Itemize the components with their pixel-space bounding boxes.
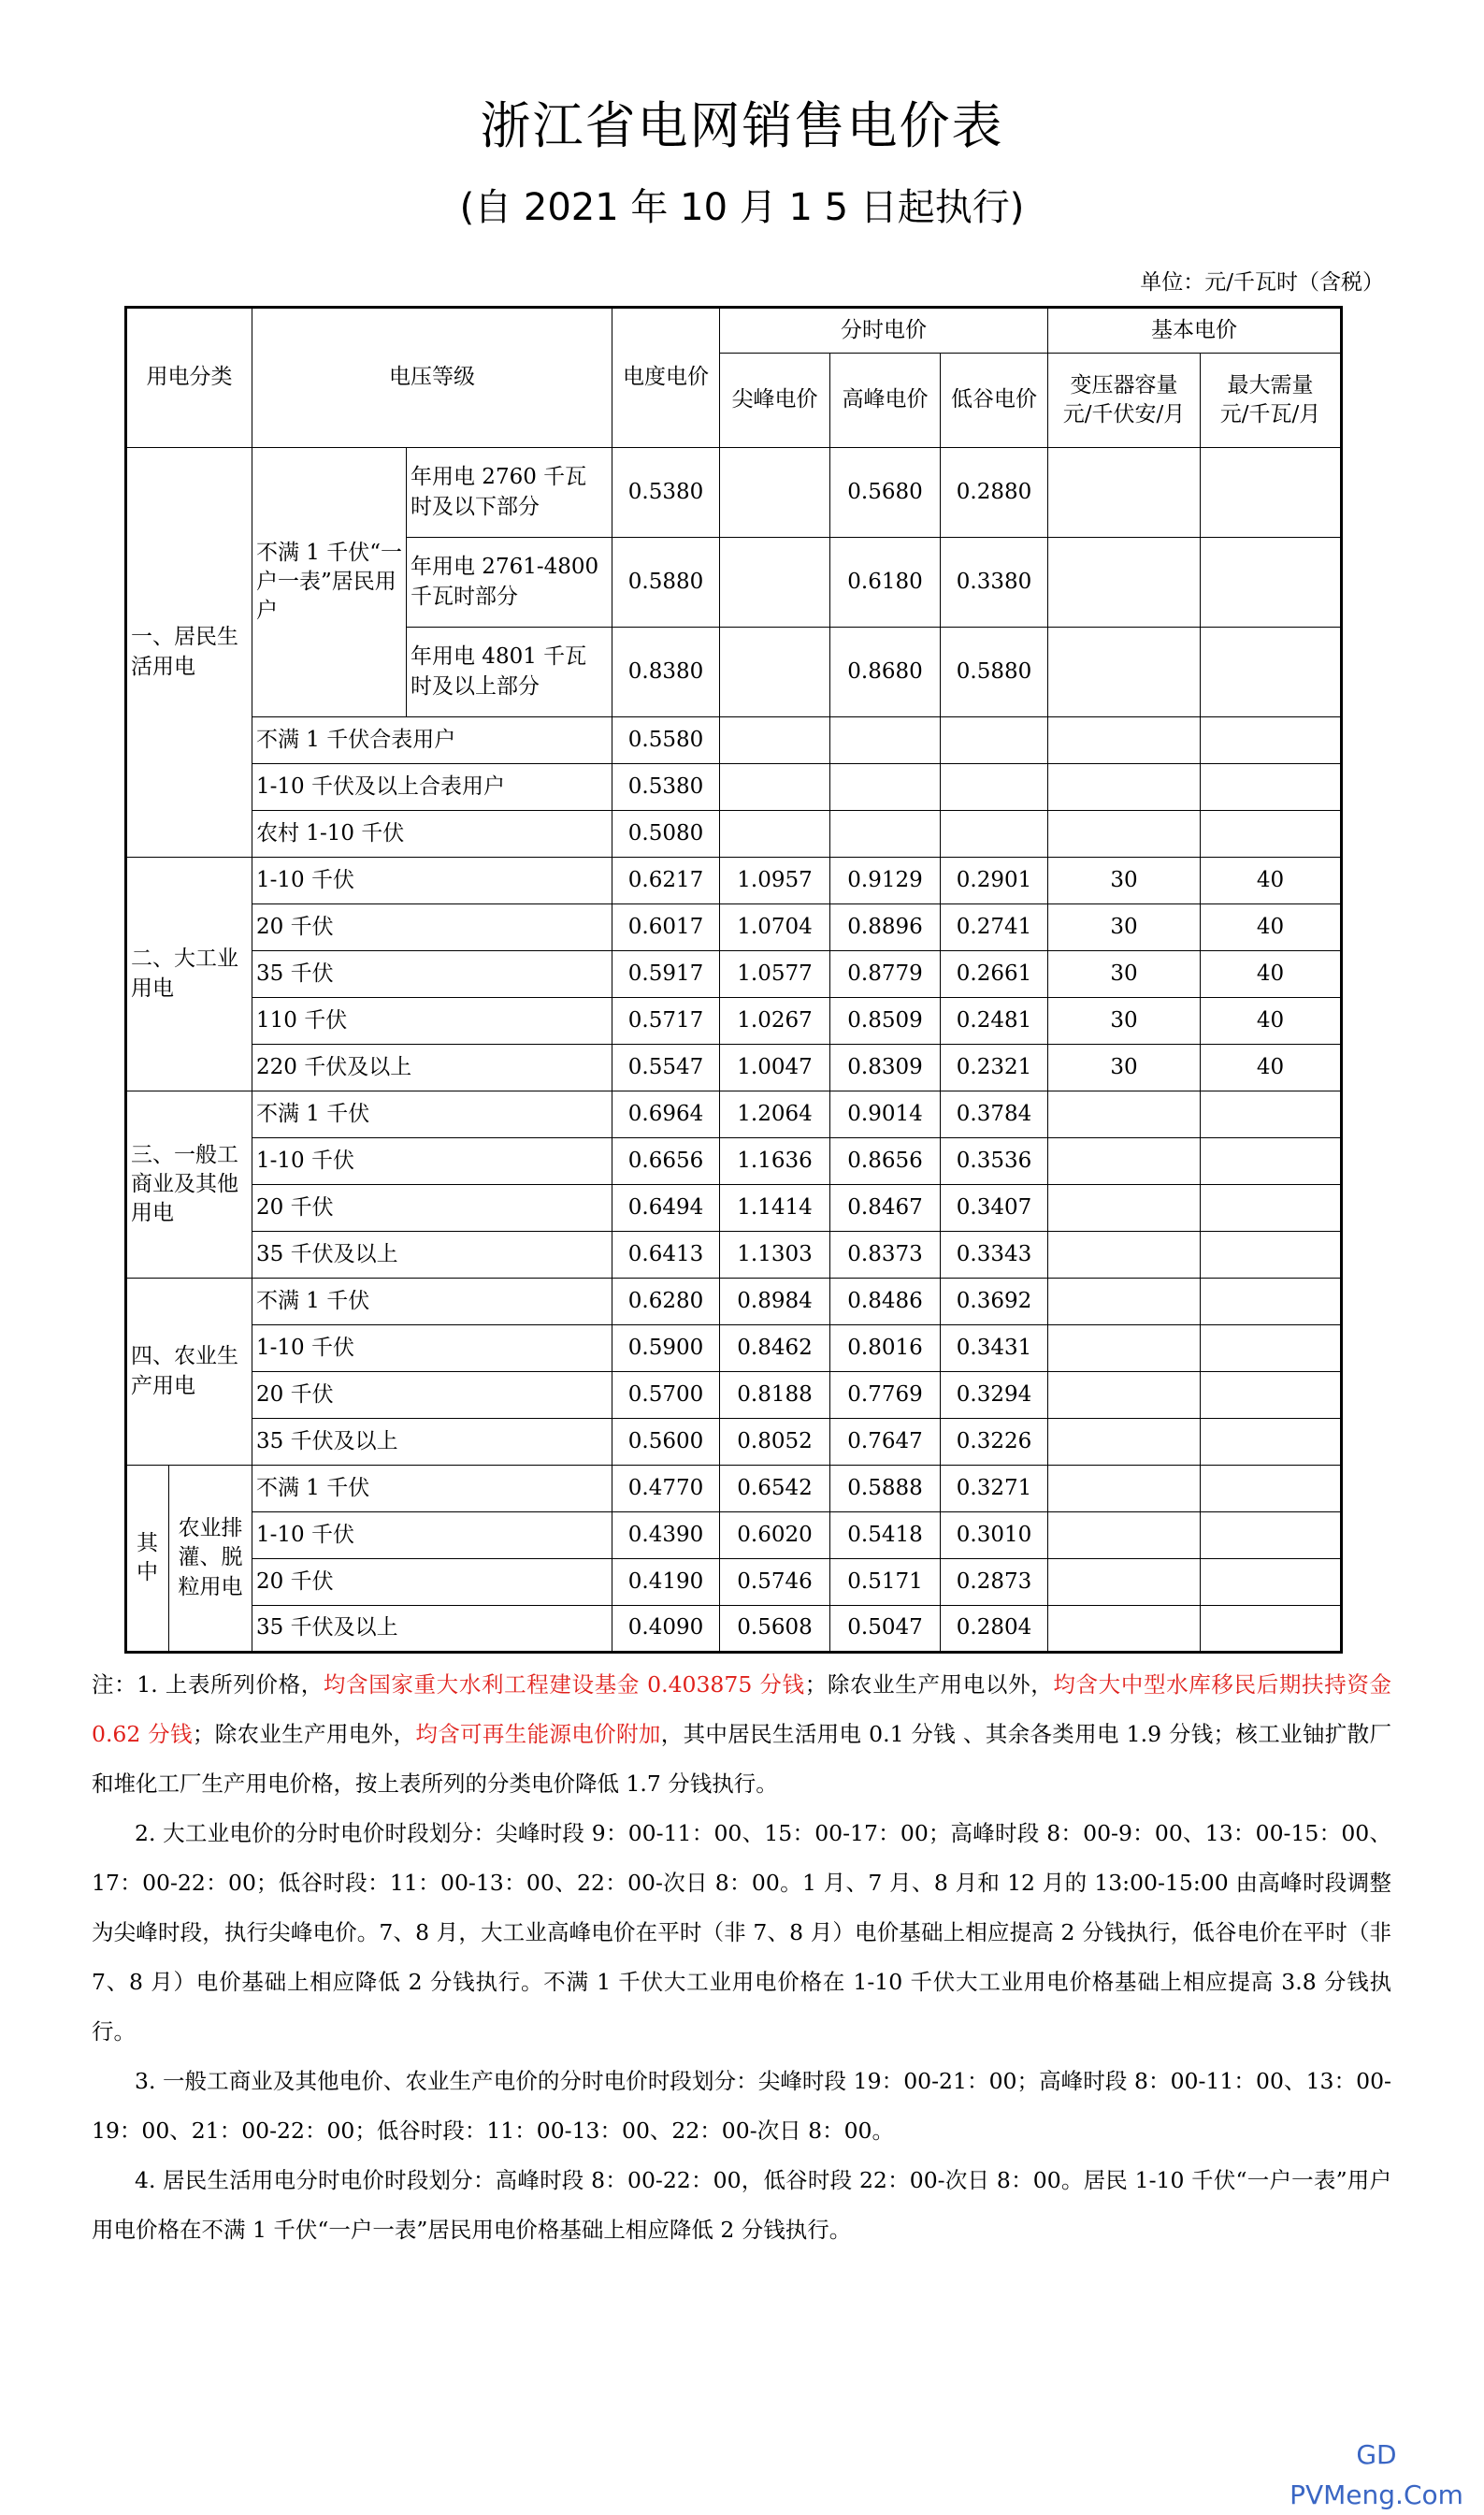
peak-cell: 0.7769	[830, 1372, 941, 1419]
price-cell: 0.8380	[612, 628, 720, 717]
peak-cell: 0.8779	[830, 951, 941, 998]
voltage-cell: 35 千伏	[252, 951, 612, 998]
empty-cell	[1201, 1419, 1342, 1466]
header-tou: 分时电价	[720, 308, 1048, 354]
price-cell: 0.5600	[612, 1419, 720, 1466]
peak-cell: 0.9129	[830, 858, 941, 904]
empty-cell	[830, 764, 941, 811]
voltage-cell: 1-10 千伏及以上合表用户	[252, 764, 612, 811]
price-cell: 0.6964	[612, 1091, 720, 1138]
table-row	[126, 764, 1342, 811]
category-industrial: 二、大工业用电	[126, 858, 252, 1091]
valley-cell: 0.2880	[941, 448, 1048, 538]
empty-cell	[1048, 811, 1201, 858]
peak-cell: 0.8373	[830, 1232, 941, 1279]
peak-cell: 0.8680	[830, 628, 941, 717]
valley-cell: 0.2321	[941, 1045, 1048, 1091]
table-row	[126, 904, 1342, 951]
sharp-cell: 1.0047	[720, 1045, 830, 1091]
peak-cell: 0.9014	[830, 1091, 941, 1138]
sharp-cell: 0.6020	[720, 1512, 830, 1559]
empty-cell	[720, 764, 830, 811]
sharp-cell: 0.8462	[720, 1325, 830, 1372]
table-row	[126, 1185, 1342, 1232]
empty-cell	[1048, 1138, 1201, 1185]
demand-cell: 40	[1201, 904, 1342, 951]
empty-cell	[720, 538, 830, 628]
valley-cell: 0.3692	[941, 1279, 1048, 1325]
empty-cell	[1201, 1372, 1342, 1419]
demand-cell: 40	[1201, 951, 1342, 998]
header-demand: 最大需量 元/千瓦/月	[1201, 354, 1342, 448]
empty-cell	[1201, 764, 1342, 811]
header-sharp: 尖峰电价	[720, 354, 830, 448]
valley-cell: 0.3407	[941, 1185, 1048, 1232]
peak-cell: 0.8309	[830, 1045, 941, 1091]
sharp-cell: 1.0577	[720, 951, 830, 998]
voltage-cell: 农村 1-10 千伏	[252, 811, 612, 858]
table-row	[126, 1138, 1342, 1185]
empty-cell	[720, 717, 830, 764]
table-row	[126, 1091, 1342, 1138]
table-row	[126, 1559, 1342, 1606]
transformer-cell: 30	[1048, 951, 1201, 998]
price-cell: 0.6017	[612, 904, 720, 951]
sharp-cell: 0.8188	[720, 1372, 830, 1419]
sharp-cell: 0.5746	[720, 1559, 830, 1606]
voltage-cell: 220 千伏及以上	[252, 1045, 612, 1091]
empty-cell	[1048, 1466, 1201, 1512]
table-row	[126, 1606, 1342, 1653]
peak-cell: 0.8016	[830, 1325, 941, 1372]
empty-cell	[1201, 1279, 1342, 1325]
valley-cell: 0.3294	[941, 1372, 1048, 1419]
price-cell: 0.6413	[612, 1232, 720, 1279]
valley-cell: 0.2741	[941, 904, 1048, 951]
voltage-cell: 1-10 千伏	[252, 1512, 612, 1559]
table-row	[126, 1232, 1342, 1279]
voltage-cell: 年用电 2761-4800 千瓦时部分	[407, 538, 612, 628]
price-cell: 0.5380	[612, 448, 720, 538]
price-cell: 0.6656	[612, 1138, 720, 1185]
sharp-cell: 1.0704	[720, 904, 830, 951]
voltage-cell: 1-10 千伏	[252, 1325, 612, 1372]
voltage-cell: 20 千伏	[252, 1559, 612, 1606]
valley-cell: 0.3380	[941, 538, 1048, 628]
empty-cell	[1201, 1185, 1342, 1232]
voltage-cell: 不满 1 千伏合表用户	[252, 717, 612, 764]
sharp-cell: 0.8984	[720, 1279, 830, 1325]
sharp-cell: 1.1303	[720, 1232, 830, 1279]
table-row	[126, 811, 1342, 858]
price-cell: 0.5580	[612, 717, 720, 764]
transformer-cell: 30	[1048, 1045, 1201, 1091]
price-cell: 0.5700	[612, 1372, 720, 1419]
price-cell: 0.6217	[612, 858, 720, 904]
empty-cell	[1048, 1325, 1201, 1372]
empty-cell	[1201, 1138, 1342, 1185]
valley-cell: 0.3784	[941, 1091, 1048, 1138]
empty-cell	[1201, 811, 1342, 858]
voltage-cell: 35 千伏及以上	[252, 1232, 612, 1279]
peak-cell: 0.5680	[830, 448, 941, 538]
voltage-cell: 不满 1 千伏	[252, 1279, 612, 1325]
header-valley: 低谷电价	[941, 354, 1048, 448]
empty-cell	[1201, 717, 1342, 764]
empty-cell	[1048, 764, 1201, 811]
header-basic: 基本电价	[1048, 308, 1342, 354]
sharp-cell: 0.6542	[720, 1466, 830, 1512]
header-category: 用电分类	[126, 308, 252, 448]
voltage-cell: 35 千伏及以上	[252, 1606, 612, 1653]
sharp-cell: 1.1414	[720, 1185, 830, 1232]
table-row	[126, 448, 1342, 538]
valley-cell: 0.2873	[941, 1559, 1048, 1606]
transformer-cell: 30	[1048, 998, 1201, 1045]
transformer-cell: 30	[1048, 858, 1201, 904]
price-cell: 0.6280	[612, 1279, 720, 1325]
voltage-cell: 不满 1 千伏	[252, 1466, 612, 1512]
peak-cell: 0.5418	[830, 1512, 941, 1559]
valley-cell: 0.2661	[941, 951, 1048, 998]
table-row	[126, 951, 1342, 998]
page-subtitle: (自 2021 年 10 月 1 5 日起执行)	[459, 186, 1025, 229]
empty-cell	[1048, 628, 1201, 717]
header-voltage: 电压等级	[252, 308, 612, 448]
empty-cell	[830, 717, 941, 764]
valley-cell: 0.2481	[941, 998, 1048, 1045]
empty-cell	[1048, 1279, 1201, 1325]
voltage-cell: 不满 1 千伏	[252, 1091, 612, 1138]
category-outer: 其中	[126, 1466, 169, 1653]
valley-cell: 0.3343	[941, 1232, 1048, 1279]
voltage-cell: 35 千伏及以上	[252, 1419, 612, 1466]
category-commercial: 三、一般工商业及其他用电	[126, 1091, 252, 1279]
transformer-cell: 30	[1048, 904, 1201, 951]
empty-cell	[1048, 1559, 1201, 1606]
peak-cell: 0.5888	[830, 1466, 941, 1512]
empty-cell	[1201, 1466, 1342, 1512]
price-cell: 0.4090	[612, 1606, 720, 1653]
valley-cell: 0.3271	[941, 1466, 1048, 1512]
watermark: GD PVMeng.Com	[1269, 2435, 1484, 2475]
peak-cell: 0.8486	[830, 1279, 941, 1325]
valley-cell: 0.3226	[941, 1419, 1048, 1466]
notes	[92, 1660, 1391, 2255]
empty-cell	[1048, 1512, 1201, 1559]
header-transformer: 变压器容量 元/千伏安/月	[1048, 354, 1201, 448]
demand-cell: 40	[1201, 998, 1342, 1045]
valley-cell: 0.3010	[941, 1512, 1048, 1559]
empty-cell	[1048, 448, 1201, 538]
empty-cell	[1201, 1325, 1342, 1372]
table-row	[126, 1419, 1342, 1466]
price-cell: 0.4770	[612, 1466, 720, 1512]
empty-cell	[1048, 717, 1201, 764]
empty-cell	[720, 628, 830, 717]
table-row	[126, 1466, 1342, 1512]
valley-cell: 0.5880	[941, 628, 1048, 717]
peak-cell: 0.5171	[830, 1559, 941, 1606]
peak-cell: 0.8467	[830, 1185, 941, 1232]
empty-cell	[1201, 628, 1342, 717]
peak-cell: 0.5047	[830, 1606, 941, 1653]
valley-cell: 0.2901	[941, 858, 1048, 904]
peak-cell: 0.8656	[830, 1138, 941, 1185]
empty-cell	[1201, 1559, 1342, 1606]
sharp-cell: 0.8052	[720, 1419, 830, 1466]
page-title: 浙江省电网销售电价表	[480, 96, 1004, 155]
voltage-cell: 20 千伏	[252, 1185, 612, 1232]
empty-cell	[941, 764, 1048, 811]
sharp-cell: 1.0957	[720, 858, 830, 904]
empty-cell	[1048, 538, 1201, 628]
header-peak: 高峰电价	[830, 354, 941, 448]
sharp-cell: 1.0267	[720, 998, 830, 1045]
table-row	[126, 998, 1342, 1045]
price-cell: 0.6494	[612, 1185, 720, 1232]
empty-cell	[1048, 1606, 1201, 1653]
price-cell: 0.4190	[612, 1559, 720, 1606]
price-cell: 0.5380	[612, 764, 720, 811]
unit-label: 单位：元/千瓦时（含税）	[1140, 270, 1384, 295]
sharp-cell: 1.2064	[720, 1091, 830, 1138]
note-3: 3. 一般工商业及其他电价、农业生产电价的分时电价时段划分：尖峰时段 19：00-21：00；高峰时段 8：00-11：00、13：00-19：00、21：00-22：00；低谷时段：11：00-13：00、22：00-次日 8：00。	[92, 2068, 1391, 2144]
voltage-cell: 20 千伏	[252, 904, 612, 951]
empty-cell	[1201, 1606, 1342, 1653]
empty-cell	[1048, 1232, 1201, 1279]
voltage-cell: 年用电 4801 千瓦时及以上部分	[407, 628, 612, 717]
voltage-cell: 年用电 2760 千瓦时及以下部分	[407, 448, 612, 538]
voltage-cell: 110 千伏	[252, 998, 612, 1045]
table-row	[126, 1372, 1342, 1419]
sharp-cell: 1.1636	[720, 1138, 830, 1185]
price-cell: 0.5900	[612, 1325, 720, 1372]
note-4: 4. 居民生活用电分时电价时段划分：高峰时段 8：00-22：00，低谷时段 22：00-次日 8：00。居民 1-10 千伏“一户一表”用户用电价格在不满 1 千伏“一户一表”居民用电价格基础上相应降低 2 分钱执行。	[92, 2167, 1391, 2243]
table-row	[126, 1279, 1342, 1325]
price-cell: 0.5880	[612, 538, 720, 628]
peak-cell: 0.6180	[830, 538, 941, 628]
demand-cell: 40	[1201, 1045, 1342, 1091]
sharp-cell: 0.5608	[720, 1606, 830, 1653]
category-residential: 一、居民生活用电	[126, 448, 252, 858]
empty-cell	[1048, 1185, 1201, 1232]
valley-cell: 0.3536	[941, 1138, 1048, 1185]
price-cell: 0.5917	[612, 951, 720, 998]
empty-cell	[1201, 1232, 1342, 1279]
price-cell: 0.5547	[612, 1045, 720, 1091]
empty-cell	[941, 811, 1048, 858]
empty-cell	[720, 448, 830, 538]
peak-cell: 0.8509	[830, 998, 941, 1045]
empty-cell	[1048, 1419, 1201, 1466]
residential-group: 不满 1 千伏“一户一表”居民用户	[252, 448, 407, 717]
note-1: 注：1. 上表所列价格，均含国家重大水利工程建设基金 0.403875 分钱；除农业生产用电以外，均含大中型水库移民后期扶持资金 0.62 分钱；除农业生产用电外，均含可再生能源电价附加，其中居民生活用电 0.1 分钱 、其余各类用电 1.9 分钱；核工业铀扩散厂和堆化工厂生产用电价格，按上表所列的分类电价降低 1.7 分钱执行。	[92, 1671, 1392, 1797]
table-row	[126, 717, 1342, 764]
demand-cell: 40	[1201, 858, 1342, 904]
note-2: 2. 大工业电价的分时电价时段划分：尖峰时段 9：00-11：00、15：00-17：00；高峰时段 8：00-9：00、13：00-15：00、17：00-22：00；低谷时段：11：00-13：00、22：00-次日 8：00。1 月、7 月、8 月和 12 月的 13:00-15:00 由高峰时段调整为尖峰时段，执行尖峰电价。7、8 月，大工业高峰电价在平时（非 7、8 月）电价基础上相应提高 2 分钱执行，低谷电价在平时（非 7、8 月）电价基础上相应降低 2 分钱执行。不满 1 千伏大工业用电价格在 1-10 千伏大工业用电价格基础上相应提高 3.8 分钱执行。	[92, 1820, 1391, 2045]
peak-cell: 0.7647	[830, 1419, 941, 1466]
peak-cell: 0.8896	[830, 904, 941, 951]
table-row	[126, 858, 1342, 904]
voltage-cell: 20 千伏	[252, 1372, 612, 1419]
empty-cell	[1201, 1091, 1342, 1138]
price-cell: 0.4390	[612, 1512, 720, 1559]
category-irrigation: 农业排灌、脱粒用电	[169, 1466, 252, 1653]
empty-cell	[720, 811, 830, 858]
empty-cell	[1201, 538, 1342, 628]
valley-cell: 0.3431	[941, 1325, 1048, 1372]
category-agriculture: 四、农业生产用电	[126, 1279, 252, 1466]
voltage-cell: 1-10 千伏	[252, 858, 612, 904]
empty-cell	[941, 717, 1048, 764]
price-cell: 0.5080	[612, 811, 720, 858]
empty-cell	[830, 811, 941, 858]
table-row	[126, 1512, 1342, 1559]
voltage-cell: 1-10 千伏	[252, 1138, 612, 1185]
header-price: 电度电价	[612, 308, 720, 448]
empty-cell	[1201, 1512, 1342, 1559]
price-cell: 0.5717	[612, 998, 720, 1045]
price-table	[124, 306, 1343, 1654]
empty-cell	[1201, 448, 1342, 538]
table-row	[126, 1325, 1342, 1372]
empty-cell	[1048, 1091, 1201, 1138]
empty-cell	[1048, 1372, 1201, 1419]
table-row	[126, 1045, 1342, 1091]
valley-cell: 0.2804	[941, 1606, 1048, 1653]
